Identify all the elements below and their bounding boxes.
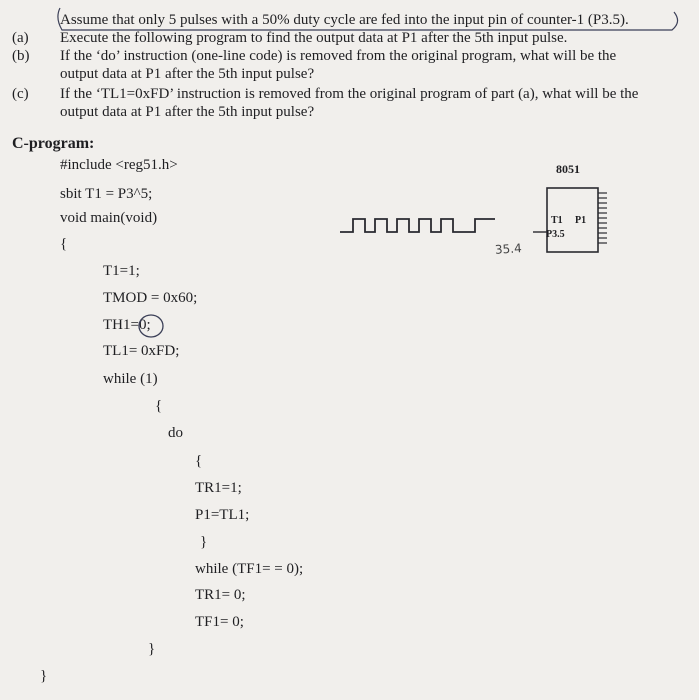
pen-circle-mark xyxy=(136,312,166,340)
code-line: sbit T1 = P3^5; xyxy=(60,186,153,202)
question-a-label: (a) xyxy=(12,30,29,46)
program-title: C-program: xyxy=(12,135,95,152)
code-line: while (1) xyxy=(103,371,158,387)
code-line: T1=1; xyxy=(103,263,140,279)
code-line: #include <reg51.h> xyxy=(60,157,178,173)
question-b-text-2: output data at P1 after the 5th input pulse? xyxy=(60,66,315,82)
code-line: P1=TL1; xyxy=(195,507,250,523)
code-line: } xyxy=(148,641,156,657)
pulse-train-diagram xyxy=(335,175,635,275)
pin-t1-label: T1 xyxy=(551,215,563,226)
code-line: TR1= 0; xyxy=(195,587,246,603)
question-b-label: (b) xyxy=(12,48,30,64)
code-line: { xyxy=(60,236,68,252)
code-line: { xyxy=(195,453,203,469)
question-c-text-2: output data at P1 after the 5th input pulse? xyxy=(60,104,315,120)
code-line: void main(void) xyxy=(60,210,158,226)
pin-p1-label: P1 xyxy=(575,215,587,226)
question-c-label: (c) xyxy=(12,86,29,102)
question-b-text-1: If the ‘do’ instruction (one-line code) is removed from the original program, what will be the xyxy=(60,48,617,64)
pin-p35-label: P3.5 xyxy=(546,229,565,240)
code-line: } xyxy=(200,534,208,550)
question-a-text: Execute the following program to find the output data at P1 after the 5th input pulse. xyxy=(60,30,568,46)
question-intro: Assume that only 5 pulses with a 50% duty cycle are fed into the input pin of counter-1 (P3.5). xyxy=(60,12,629,28)
code-line: { xyxy=(155,398,163,414)
pulse-waveform xyxy=(340,219,495,232)
code-line: do xyxy=(168,425,183,441)
code-line: TH1=0; xyxy=(103,317,151,333)
code-line: TF1= 0; xyxy=(195,614,244,630)
question-c-text-1: If the ‘TL1=0xFD’ instruction is removed from the original program of part (a), what will be the xyxy=(60,86,639,102)
code-line: TMOD = 0x60; xyxy=(103,290,198,306)
handwritten-note: 35.4 xyxy=(494,241,523,257)
chip-name-label: 8051 xyxy=(556,162,580,176)
code-line: } xyxy=(40,668,48,684)
code-line: TL1= 0xFD; xyxy=(103,343,180,359)
code-line: TR1=1; xyxy=(195,480,242,496)
code-line: while (TF1= = 0); xyxy=(195,561,304,577)
